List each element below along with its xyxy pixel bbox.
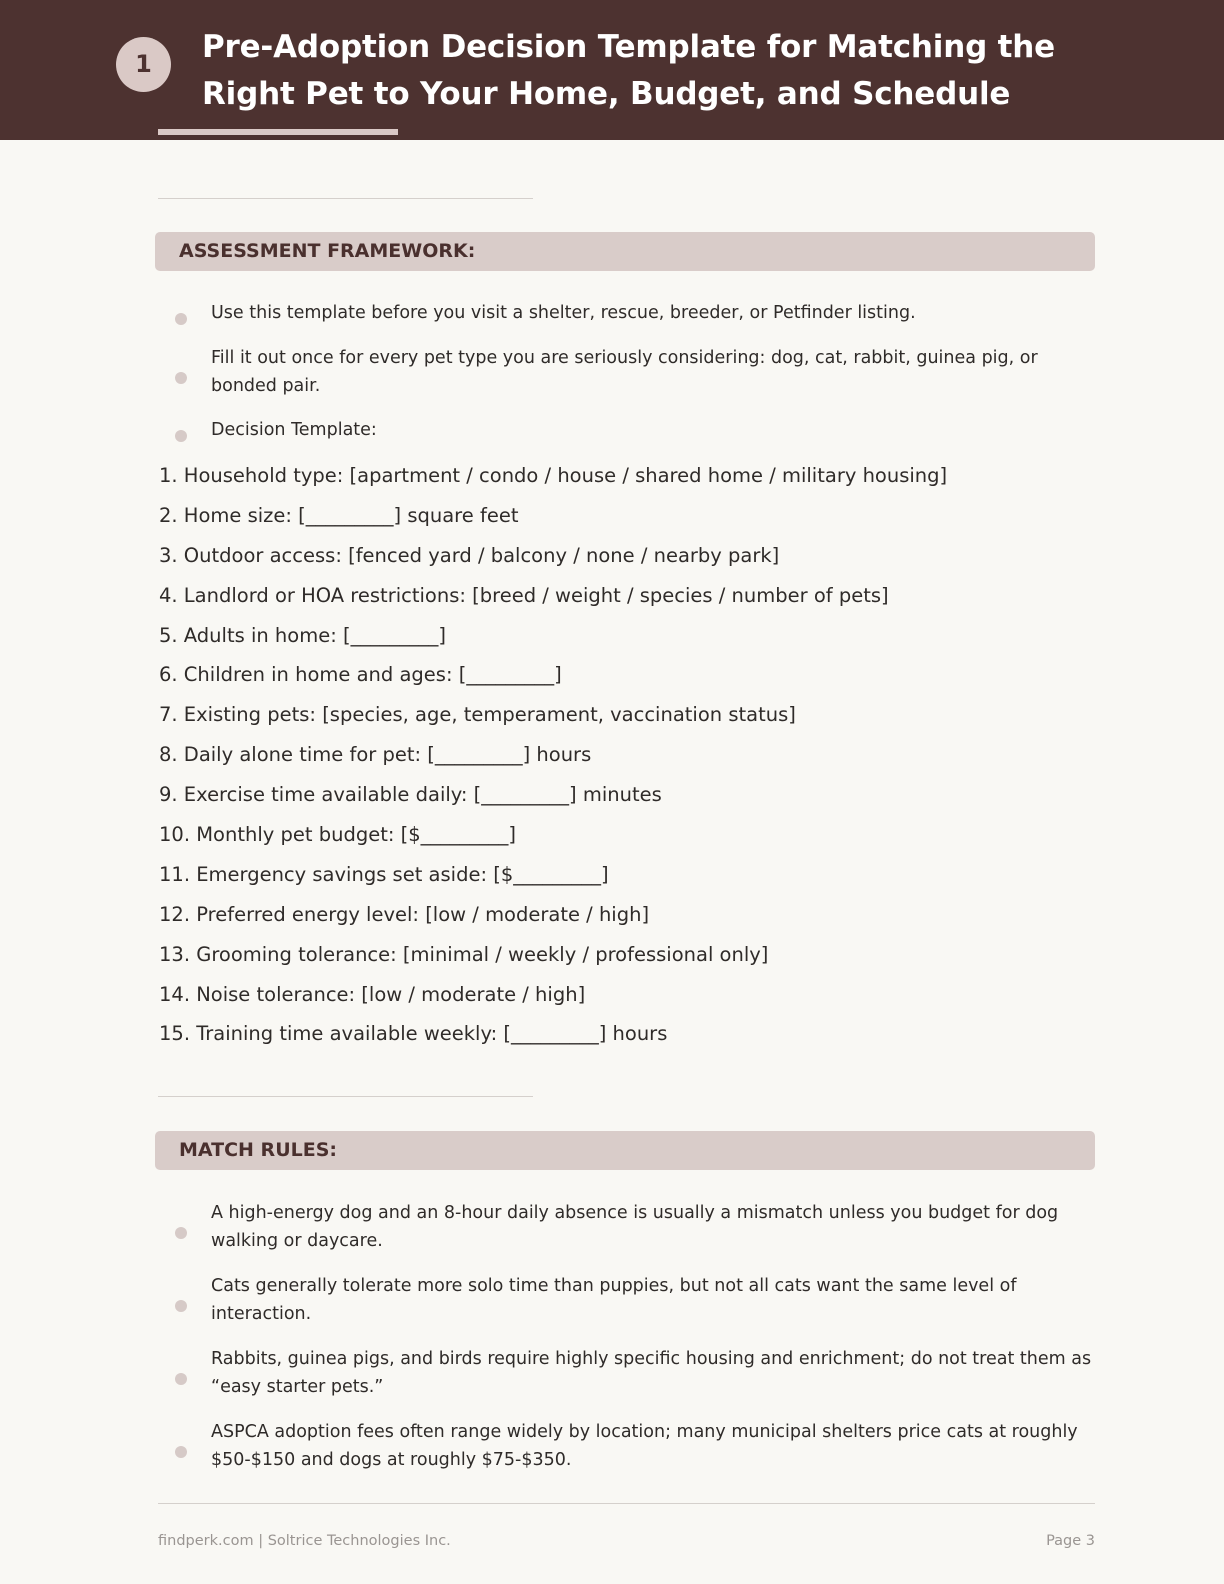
match-rules-bullet-list [175, 1199, 1095, 1491]
page-header [0, 0, 1224, 140]
template-item: 1. Household type: [apartment / condo / house / shared home / military housing] [159, 464, 948, 487]
template-item: 5. Adults in home: [_________] [159, 623, 446, 647]
bullet-dot-icon [175, 1373, 187, 1385]
list-item-text: Rabbits, guinea pigs, and birds require highly specific housing and enrichment; do not treat them as “easy starter pets.” [211, 1349, 1092, 1397]
template-item: 4. Landlord or HOA restrictions: [breed / weight / species / number of pets] [159, 583, 889, 607]
list-item [175, 1199, 1095, 1272]
bullet-dot-icon [175, 372, 187, 384]
chapter-number-badge: 1 [116, 37, 171, 92]
page-number: Page 3 [1046, 1533, 1095, 1549]
list-item [175, 1345, 1095, 1418]
section-heading-label: ASSESSMENT FRAMEWORK: [179, 240, 476, 262]
title-underline [158, 129, 398, 135]
footer-divider [158, 1503, 1095, 1504]
list-item [175, 1418, 1095, 1491]
template-item: 12. Preferred energy level: [low / moderate / high] [159, 902, 650, 926]
bullet-dot-icon [175, 1227, 187, 1239]
list-item-text: ASPCA adoption fees often range widely by location; many municipal shelters price cats at roughly $50-$150 and dogs at roughly $75-$350. [211, 1422, 1078, 1470]
template-item: 13. Grooming tolerance: [minimal / weekly / professional only] [159, 942, 769, 966]
template-item: 6. Children in home and ages: [_________] [159, 663, 562, 687]
list-item-text: Use this template before you visit a shelter, rescue, breeder, or Petfinder listing. [211, 303, 916, 323]
list-item [175, 416, 1095, 456]
assessment-bullet-list [175, 299, 1095, 456]
template-item: 2. Home size: [_________] square feet [159, 503, 519, 527]
template-item: 7. Existing pets: [species, age, temperament, vaccination status] [159, 703, 796, 727]
decision-template-list [159, 462, 1089, 1060]
list-item-text: Fill it out once for every pet type you are seriously considering: dog, cat, rabbit, guinea pig, or bonded pair. [211, 348, 1038, 396]
list-item [175, 344, 1095, 416]
page-title: Pre-Adoption Decision Template for Matching the Right Pet to Your Home, Budget, and Schedule [202, 29, 1055, 112]
bullet-dot-icon [175, 1446, 187, 1458]
template-item: 15. Training time available weekly: [_________] hours [159, 1022, 668, 1046]
list-item-text: A high-energy dog and an 8-hour daily absence is usually a mismatch unless you budget for dog walking or daycare. [211, 1203, 1059, 1251]
footer-source: findperk.com | Soltrice Technologies Inc. [158, 1533, 451, 1549]
template-item: 14. Noise tolerance: [low / moderate / high] [159, 982, 586, 1006]
bullet-dot-icon [175, 313, 187, 325]
bullet-dot-icon [175, 1300, 187, 1312]
section-heading-label: MATCH RULES: [179, 1139, 337, 1161]
template-item: 10. Monthly pet budget: [$_________] [159, 823, 516, 847]
bullet-dot-icon [175, 430, 187, 442]
template-item: 3. Outdoor access: [fenced yard / balcony / none / nearby park] [159, 543, 780, 567]
list-item-text: Decision Template: [211, 420, 377, 440]
list-item [175, 1272, 1095, 1345]
section-divider [158, 1096, 533, 1097]
section-divider [158, 198, 533, 199]
list-item [175, 299, 1095, 344]
template-item: 11. Emergency savings set aside: [$_________] [159, 862, 609, 886]
section-heading-match-rules [155, 1131, 1095, 1170]
template-item: 8. Daily alone time for pet: [_________] hours [159, 743, 592, 767]
template-item: 9. Exercise time available daily: [_________] minutes [159, 783, 662, 807]
section-heading-assessment-framework [155, 232, 1095, 271]
list-item-text: Cats generally tolerate more solo time than puppies, but not all cats want the same level of interaction. [211, 1276, 1017, 1324]
